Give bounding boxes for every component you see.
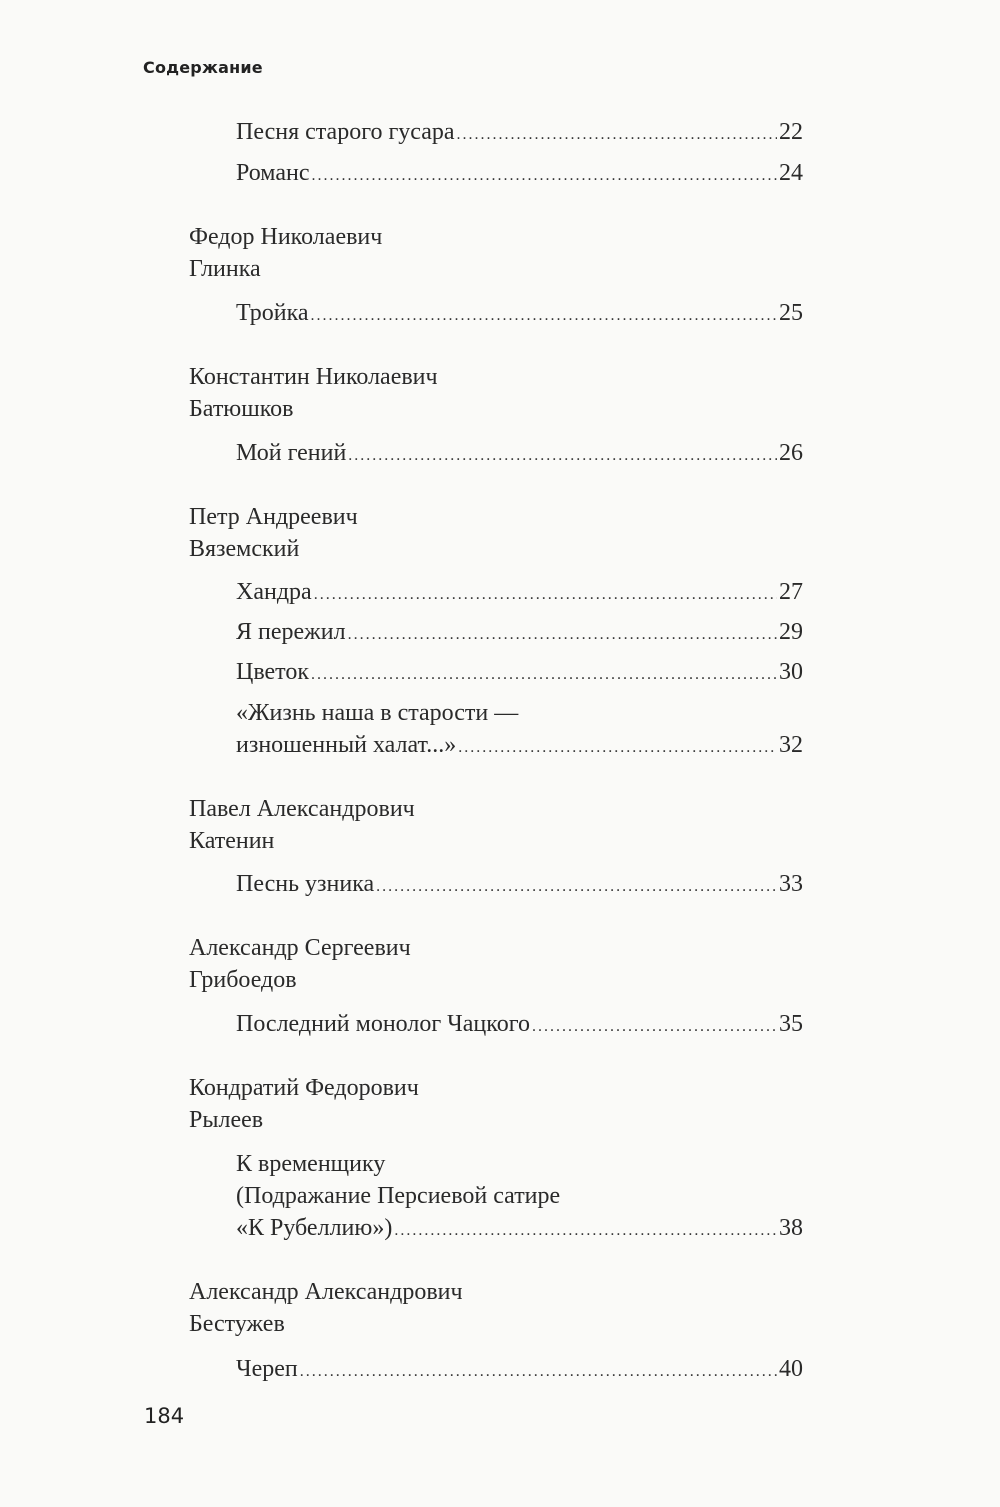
entry-title-line: «Жизнь наша в старости — (236, 700, 519, 726)
author-first-name: Федор Николаевич (189, 224, 383, 250)
entry-title: Последний монолог Чацкого (236, 1011, 530, 1037)
toc-entry[interactable] (236, 656, 803, 688)
author-last-name: Вяземский (189, 536, 300, 562)
entry-title: изношенный халат...» (236, 732, 457, 758)
entry-page: 29 (779, 619, 803, 645)
entry-page: 40 (779, 1356, 803, 1382)
entry-page: 22 (779, 119, 803, 145)
dot-leader (300, 1356, 777, 1388)
entry-page: 32 (779, 732, 803, 758)
toc-entry[interactable] (236, 1353, 803, 1385)
toc-entry[interactable] (236, 1008, 803, 1040)
toc-entry[interactable] (236, 576, 803, 608)
author-last-name: Батюшков (189, 396, 294, 422)
author-first-name: Константин Николаевич (189, 364, 438, 390)
dot-leader (311, 160, 777, 192)
author-last-name: Катенин (189, 828, 275, 854)
entry-page: 35 (779, 1011, 803, 1037)
toc-entry[interactable] (236, 1212, 803, 1244)
dot-leader (376, 871, 777, 903)
dot-leader (458, 732, 777, 764)
entry-title: Мой гений (236, 440, 347, 466)
author-last-name: Рылеев (189, 1107, 264, 1133)
entry-title: Тройка (236, 300, 309, 326)
dot-leader (314, 579, 777, 611)
entry-title-line: К временщику (236, 1151, 386, 1177)
entry-title: Цветок (236, 659, 310, 685)
author-last-name: Глинка (189, 256, 261, 282)
entry-title: Песнь узника (236, 871, 375, 897)
dot-leader (348, 440, 777, 472)
dot-leader (532, 1011, 777, 1043)
entry-title: Я пережил (236, 619, 346, 645)
author-last-name: Грибоедов (189, 967, 297, 993)
author-first-name: Александр Александрович (189, 1279, 463, 1305)
toc-entry[interactable] (236, 616, 803, 648)
toc-entry[interactable] (236, 157, 803, 189)
toc-entry[interactable] (236, 729, 803, 761)
toc-entry[interactable] (236, 116, 803, 148)
entry-page: 26 (779, 440, 803, 466)
entry-title: Череп (236, 1356, 298, 1382)
entry-page: 30 (779, 659, 803, 685)
dot-leader (311, 659, 777, 691)
running-header: Содержание (143, 58, 263, 77)
entry-page: 38 (779, 1215, 803, 1241)
entry-title: Романс (236, 160, 310, 186)
toc-entry[interactable] (236, 868, 803, 900)
entry-page: 33 (779, 871, 803, 897)
author-last-name: Бестужев (189, 1311, 285, 1337)
dot-leader (457, 119, 777, 151)
entry-page: 27 (779, 579, 803, 605)
entry-page: 25 (779, 300, 803, 326)
toc-entry[interactable] (236, 297, 803, 329)
dot-leader (311, 300, 777, 332)
dot-leader (394, 1215, 777, 1247)
entry-page: 24 (779, 160, 803, 186)
entry-title: Песня старого гусара (236, 119, 455, 145)
page-number: 184 (144, 1404, 185, 1428)
author-first-name: Кондратий Федорович (189, 1075, 419, 1101)
entry-title: Хандра (236, 579, 312, 605)
entry-title-line: (Подражание Персиевой сатире (236, 1183, 561, 1209)
toc-entry[interactable] (236, 437, 803, 469)
dot-leader (348, 619, 777, 651)
entry-title: «К Рубеллию») (236, 1215, 393, 1241)
author-first-name: Александр Сергеевич (189, 935, 411, 961)
author-first-name: Петр Андреевич (189, 504, 358, 530)
author-first-name: Павел Александрович (189, 796, 415, 822)
